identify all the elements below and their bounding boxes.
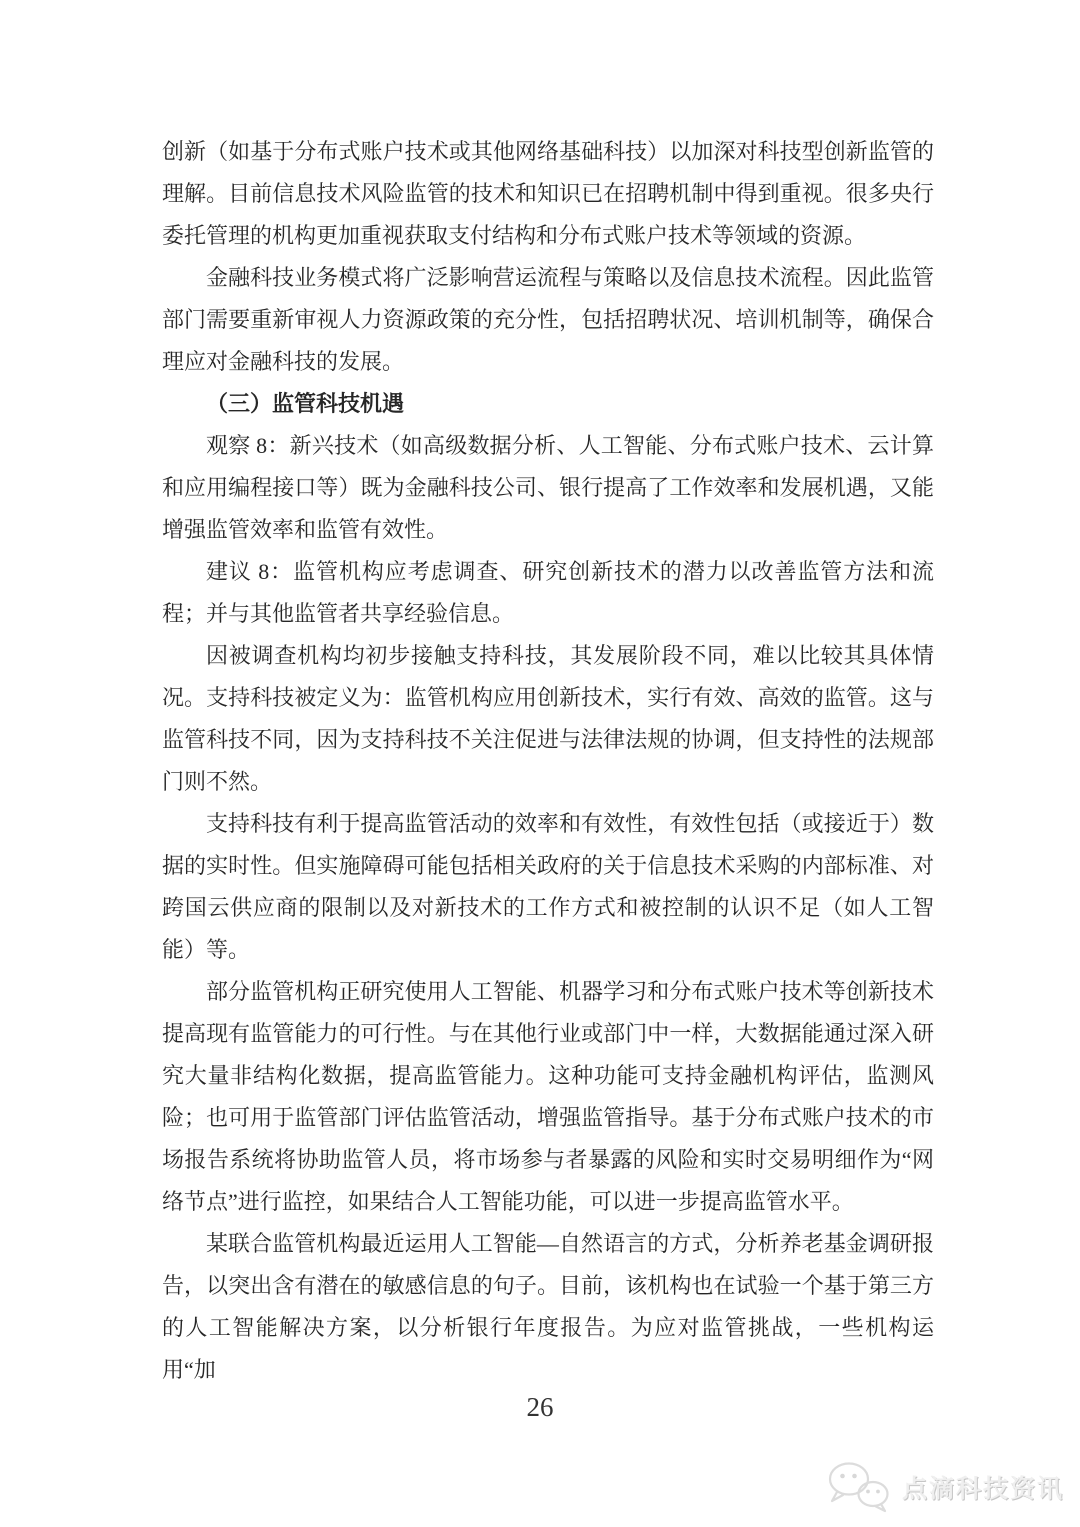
section-heading: （三）监管科技机遇 [206, 391, 405, 416]
body-paragraph: 因被调查机构均初步接触支持科技，其发展阶段不同，难以比较其具体情况。支持科技被定义为：监管机构应用创新技术，实行有效、高效的监管。这与监管科技不同，因为支持科技不关注促进与法律法规的协调，但支持性的法规部门则不然。 [162, 643, 934, 794]
watermark [824, 1460, 1064, 1514]
page-number: 26 [526, 1392, 554, 1422]
document-body [162, 131, 934, 1391]
body-paragraph: 部分监管机构正研究使用人工智能、机器学习和分布式账户技术等创新技术提高现有监管能力的可行性。与在其他行业或部门中一样，大数据能通过深入研究大量非结构化数据，提高监管能力。这种功能可支持金融机构评估，监测风险；也可用于监管部门评估监管活动，增强监管指导。基于分布式账户技术的市场报告系统将协助监管人员，将市场参与者暴露的风险和实时交易明细作为“网络节点”进行监控，如果结合人工智能功能，可以进一步提高监管水平。 [162, 979, 934, 1214]
wechat-icon [824, 1460, 894, 1514]
body-paragraph: 观察 8：新兴技术（如高级数据分析、人工智能、分布式账户技术、云计算和应用编程接口等）既为金融科技公司、银行提高了工作效率和发展机遇，又能增强监管效率和监管有效性。 [162, 433, 934, 542]
body-paragraph: 支持科技有利于提高监管活动的效率和有效性，有效性包括（或接近于）数据的实时性。但实施障碍可能包括相关政府的关于信息技术采购的内部标准、对跨国云供应商的限制以及对新技术的工作方式和被控制的认识不足（如人工智能）等。 [162, 811, 934, 962]
body-paragraph: 建议 8：监管机构应考虑调查、研究创新技术的潜力以改善监管方法和流程；并与其他监管者共享经验信息。 [162, 559, 934, 626]
body-paragraph: 某联合监管机构最近运用人工智能—自然语言的方式，分析养老基金调研报告，以突出含有潜在的敏感信息的句子。目前，该机构也在试验一个基于第三方的人工智能解决方案，以分析银行年度报告。为应对监管挑战，一些机构运用“加 [162, 1231, 934, 1382]
watermark-text: 点滴科技资讯 [901, 1475, 1064, 1503]
body-paragraph: 创新（如基于分布式账户技术或其他网络基础科技）以加深对科技型创新监管的理解。目前信息技术风险监管的技术和知识已在招聘机制中得到重视。很多央行委托管理的机构更加重视获取支付结构和分布式账户技术等领域的资源。 [162, 139, 934, 248]
body-paragraph: 金融科技业务模式将广泛影响营运流程与策略以及信息技术流程。因此监管部门需要重新审视人力资源政策的充分性，包括招聘状况、培训机制等，确保合理应对金融科技的发展。 [162, 265, 934, 374]
